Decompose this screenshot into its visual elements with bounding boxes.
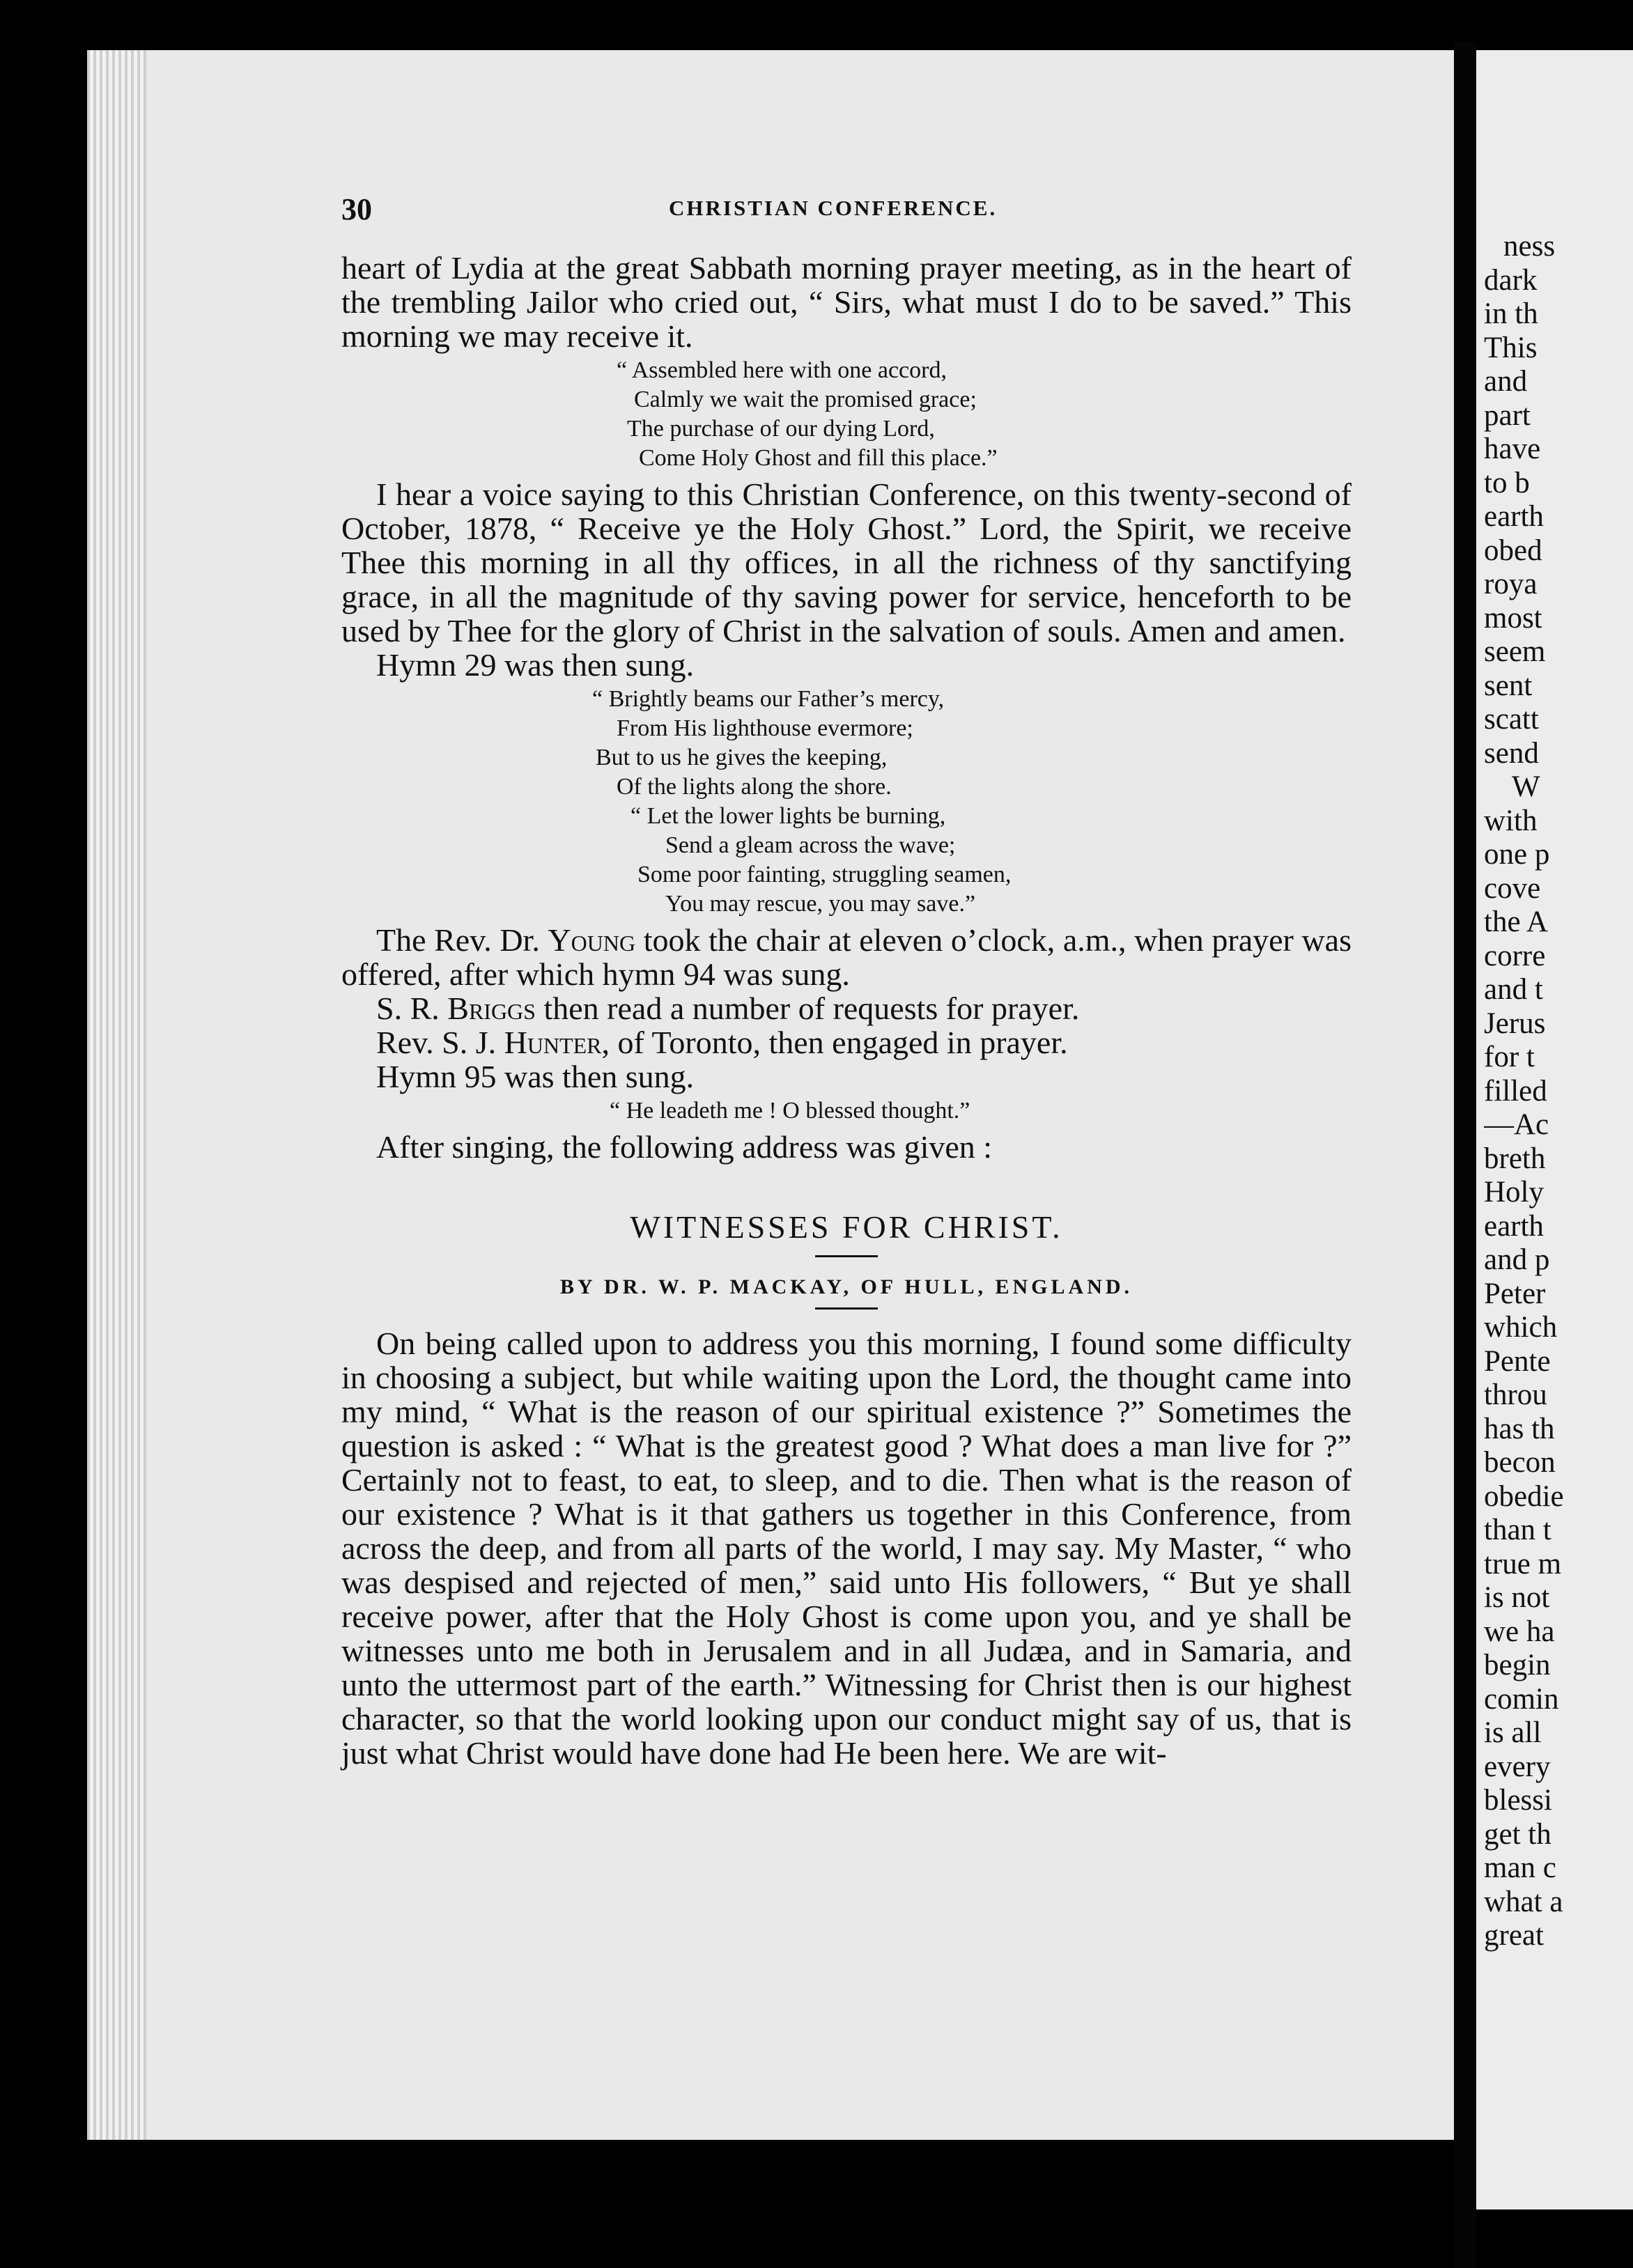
right-line: —Ac bbox=[1484, 1108, 1549, 1141]
right-line: which bbox=[1484, 1311, 1558, 1344]
name-hunter: Hunter bbox=[504, 1025, 602, 1060]
paragraph-briggs: S. R. Briggs then read a number of requests for prayer. bbox=[376, 991, 1080, 1026]
right-line: obed bbox=[1484, 534, 1542, 567]
verse-line: “ He leadeth me ! O blessed thought.” bbox=[610, 1098, 970, 1124]
right-line: true m bbox=[1484, 1547, 1562, 1580]
right-line: Holy bbox=[1484, 1176, 1544, 1209]
right-line: man c bbox=[1484, 1851, 1556, 1884]
right-line: becon bbox=[1484, 1446, 1556, 1479]
verse-line: Send a gleam across the wave; bbox=[665, 832, 956, 858]
right-line: and p bbox=[1484, 1243, 1550, 1276]
right-line: scatt bbox=[1484, 703, 1539, 736]
paragraph-voice: I hear a voice saying to this Christian Conference, on this twenty-second of October, 1878, “ Receive ye the Holy Ghost.” Lord, the Spirit, we receive Thee this morning in all thy offices, in all the richness of thy sanctifying grace, in all the magnitude of thy saving power for service, henceforth to be used by Thee for the glory of Christ in the salvation of souls. Amen and amen. bbox=[341, 476, 1352, 648]
right-page-text bbox=[1484, 230, 1633, 1953]
right-line: we ha bbox=[1484, 1615, 1555, 1648]
right-line: one p bbox=[1484, 838, 1550, 871]
right-line: ness bbox=[1503, 230, 1556, 263]
paragraph-dr-young: The Rev. Dr. Young took the chair at eleven o’clock, a.m., when prayer was offered, after which hymn 94 was sung. bbox=[341, 922, 1352, 992]
right-line: the A bbox=[1484, 906, 1548, 938]
right-line: send bbox=[1484, 736, 1539, 770]
verse-line: But to us he gives the keeping, bbox=[596, 745, 888, 770]
byline: BY DR. W. P. MACKAY, OF HULL, ENGLAND. bbox=[559, 1275, 1133, 1298]
right-line: obedie bbox=[1484, 1479, 1564, 1513]
verse-line: The purchase of our dying Lord, bbox=[627, 416, 935, 442]
right-line: earth bbox=[1484, 1209, 1544, 1243]
page-number: 30 bbox=[341, 192, 372, 226]
right-line: Peter bbox=[1484, 1277, 1546, 1310]
right-line: to b bbox=[1484, 466, 1530, 499]
right-line: get th bbox=[1484, 1817, 1551, 1851]
name-briggs: Briggs bbox=[447, 991, 536, 1026]
paragraph-hymn-95: Hymn 95 was then sung. bbox=[376, 1059, 695, 1094]
right-line: and bbox=[1484, 365, 1528, 398]
right-line: roya bbox=[1484, 568, 1538, 600]
verse-line: “ Brightly beams our Father’s mercy, bbox=[592, 686, 945, 712]
verse-assembled bbox=[341, 356, 1352, 473]
paragraph-after-singing: After singing, the following address was given : bbox=[376, 1129, 993, 1165]
name-young: Young bbox=[548, 922, 636, 958]
right-line: throu bbox=[1484, 1378, 1547, 1411]
verse-line: Of the lights along the shore. bbox=[617, 774, 892, 800]
right-line: is not bbox=[1484, 1581, 1550, 1614]
verse-line: Come Holy Ghost and fill this place.” bbox=[639, 445, 998, 471]
right-line: dark bbox=[1484, 263, 1538, 297]
paragraph-hymn-29: Hymn 29 was then sung. bbox=[376, 647, 695, 683]
right-line: part bbox=[1484, 398, 1531, 432]
title-rule bbox=[815, 1255, 878, 1257]
right-line: blessi bbox=[1484, 1784, 1552, 1817]
verse-line: “ Assembled here with one accord, bbox=[617, 357, 947, 383]
right-line: most bbox=[1484, 601, 1542, 635]
right-line: great bbox=[1484, 1919, 1544, 1952]
section-title: WITNESSES FOR CHRIST. bbox=[630, 1209, 1063, 1245]
right-line: have bbox=[1484, 433, 1541, 465]
verse-line: “ Let the lower lights be burning, bbox=[630, 803, 946, 829]
verse-line: Calmly we wait the promised grace; bbox=[634, 387, 977, 412]
main-text-column bbox=[341, 251, 1352, 1770]
right-line: comin bbox=[1484, 1682, 1559, 1716]
right-line: is all bbox=[1484, 1716, 1542, 1749]
page-header bbox=[341, 192, 1352, 233]
right-line: seem bbox=[1484, 635, 1546, 668]
right-line: cove bbox=[1484, 871, 1541, 905]
page-edges bbox=[87, 50, 146, 2140]
verse-he-leadeth bbox=[341, 1096, 1352, 1126]
right-line: sent bbox=[1484, 669, 1533, 702]
right-line: W bbox=[1512, 770, 1540, 803]
paragraph-address: On being called upon to address you this morning, I found some difficulty in choosing a subject, but while waiting upon the Lord, the thought came into my mind, “ What is the reason of our spiritual existence ?” Sometimes the question is asked : “ What is the greatest good ? What does a man live for ?” Certainly not to feast, to eat, to sleep, and to die. Then what is the reason of our existence ? What is it that gathers us together in this Conference, from across the deep, and from all parts of the world, I may say. My Master, “ who was despised and rejected of men,” said unto His followers, “ But ye shall receive power, after that the Holy Ghost is come upon you, and ye shall be witnesses unto me both in Jerusalem and in all Judæa, and in Samaria, and unto the uttermost part of the earth.” Witnessing for Christ then is our highest character, so that the world looking upon our conduct might say of us, that is just what Christ would have done had He been here. We are wit- bbox=[341, 1326, 1352, 1771]
right-line: with bbox=[1484, 804, 1538, 837]
paragraph-lydia: heart of Lydia at the great Sabbath morning prayer meeting, as in the heart of the trembling Jailor who cried out, “ Sirs, what must I do to be saved.” This morning we may receive it. bbox=[341, 250, 1352, 354]
right-line: This bbox=[1484, 331, 1538, 364]
right-line: what a bbox=[1484, 1885, 1563, 1918]
right-line: for t bbox=[1484, 1041, 1535, 1073]
right-line: has th bbox=[1484, 1412, 1555, 1445]
page-gutter bbox=[1454, 42, 1476, 2268]
verse-line: Some poor fainting, struggling seamen, bbox=[637, 862, 1012, 887]
right-line: corre bbox=[1484, 939, 1546, 972]
right-line: breth bbox=[1484, 1142, 1546, 1175]
right-line: earth bbox=[1484, 500, 1544, 533]
verse-line: From His lighthouse evermore; bbox=[617, 715, 913, 741]
right-line: in th bbox=[1484, 297, 1538, 330]
right-line: and t bbox=[1484, 973, 1543, 1006]
right-line: Jerus bbox=[1484, 1007, 1546, 1040]
verse-brightly-beams bbox=[341, 685, 1352, 919]
right-line: than t bbox=[1484, 1514, 1551, 1546]
right-line: Pente bbox=[1484, 1344, 1551, 1378]
right-line: filled bbox=[1484, 1074, 1547, 1108]
paragraph-hunter: Rev. S. J. Hunter, of Toronto, then engaged in prayer. bbox=[376, 1025, 1068, 1060]
right-line: begin bbox=[1484, 1649, 1551, 1681]
byline-rule bbox=[815, 1307, 878, 1310]
verse-line: You may rescue, you may save.” bbox=[665, 891, 976, 917]
running-head: CHRISTIAN CONFERENCE. bbox=[669, 196, 998, 220]
right-line: every bbox=[1484, 1750, 1551, 1783]
